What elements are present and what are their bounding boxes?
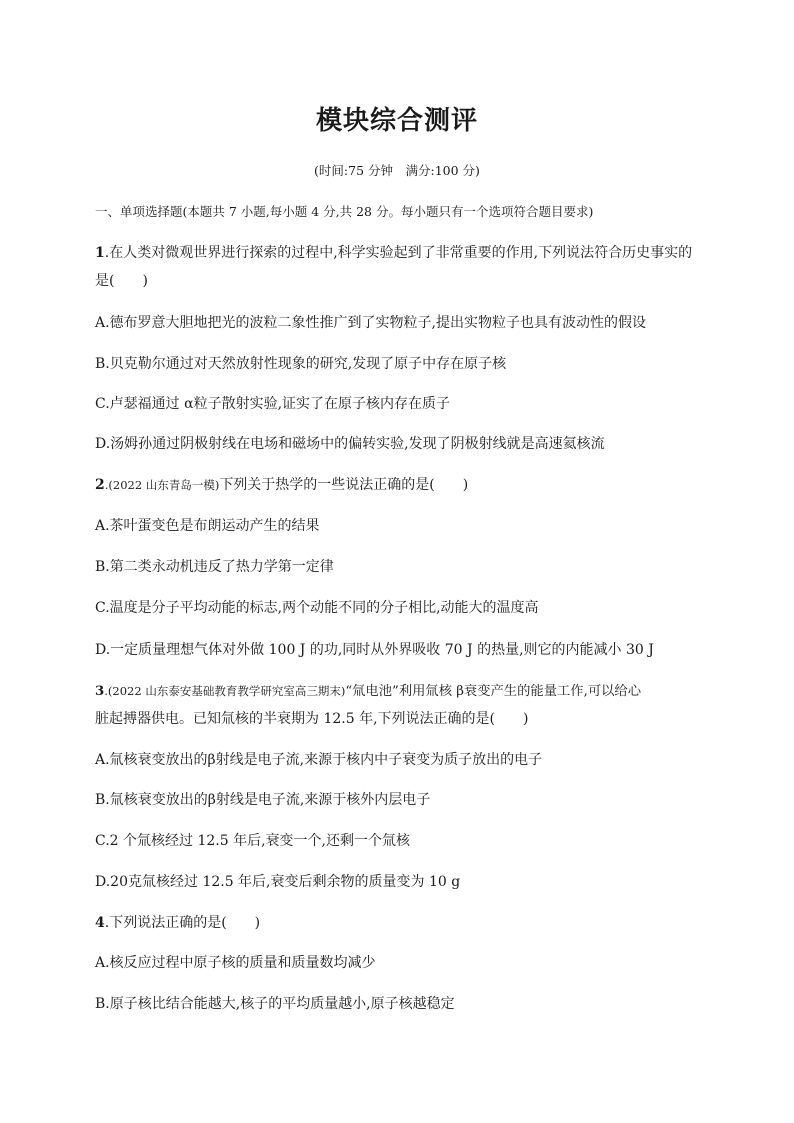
question-1-option-a: A.德布罗意大胆地把光的波粒二象性推广到了实物粒子,提出实物粒子也具有波动性的假设 xyxy=(95,315,647,331)
question-4-stem xyxy=(95,913,260,933)
page-title: 模块综合测评 xyxy=(315,106,478,136)
question-3-option-c: C.2 个氚核经过 12.5 年后,衰变一个,还剩一个氚核 xyxy=(95,833,410,849)
question-2-stem xyxy=(95,475,468,495)
question-4-number: 4 xyxy=(95,915,105,931)
question-2-option-b: B.第二类永动机违反了热力学第一定律 xyxy=(95,559,334,575)
question-3-option-d: D.20克氚核经过 12.5 年后,衰变后剩余物的质量变为 10 g xyxy=(95,874,461,890)
question-1-option-c: C.卢瑟福通过 α粒子散射实验,证实了在原子核内存在质子 xyxy=(95,396,451,412)
question-4-option-a: A.核反应过程中原子核的质量和质量数均减少 xyxy=(95,955,376,971)
question-1-stem-text: .在人类对微观世界进行探索的过程中,科学实验起到了非常重要的作用,下列说法符合历史事实的 xyxy=(104,245,693,261)
question-3-number: 3 xyxy=(95,684,105,699)
section-heading: 一、单项选择题(本题共 7 小题,每小题 4 分,共 28 分。每小题只有一个选项符合题目要求) xyxy=(95,204,594,219)
question-3-option-b: B.氚核衰变放出的β射线是电子流,来源于核外内层电子 xyxy=(95,792,431,808)
question-2-option-c: C.温度是分子平均动能的标志,两个动能不同的分子相比,动能大的温度高 xyxy=(95,600,539,616)
question-2-number: 2 xyxy=(95,477,105,493)
question-1-option-d: D.汤姆孙通过阴极射线在电场和磁场中的偏转实验,发现了阴极射线就是高速氦核流 xyxy=(95,436,605,452)
question-2-source: .(2022 山东青岛一模) xyxy=(104,478,220,492)
exam-info: (时间:75 分钟 满分:100 分) xyxy=(314,163,480,178)
question-2-option-d: D.一定质量理想气体对外做 100 J 的功,同时从外界吸收 70 J 的热量,则它的内能减小 30 J xyxy=(95,642,654,658)
question-3-stem-line-2: 脏起搏器供电。已知氚核的半衰期为 12.5 年,下列说法正确的是( ) xyxy=(95,711,529,727)
question-3-option-a: A.氚核衰变放出的β射线是电子流,来源于核内中子衰变为质子放出的电子 xyxy=(95,752,543,768)
question-3-source: .(2022 山东泰安基础教育教学研究室高三期末) xyxy=(104,684,346,698)
question-1-number: 1 xyxy=(95,245,105,261)
question-1-option-b: B.贝克勒尔通过对天然放射性现象的研究,发现了原子中存在原子核 xyxy=(95,356,507,372)
question-1-stem-line-2: 是( ) xyxy=(95,273,148,289)
question-4-option-b: B.原子核比结合能越大,核子的平均质量越小,原子核越稳定 xyxy=(95,996,455,1012)
question-3-stem-text: “氚电池”利用氚核 β衰变产生的能量工作,可以给心 xyxy=(345,684,642,699)
question-2-option-a: A.茶叶蛋变色是布朗运动产生的结果 xyxy=(95,518,320,534)
question-1-stem-line-1 xyxy=(95,243,692,263)
question-3-stem-line-1 xyxy=(95,681,641,702)
question-2-stem-text: 下列关于热学的一些说法正确的是( ) xyxy=(219,477,469,493)
question-4-stem-text: .下列说法正确的是( ) xyxy=(104,915,261,931)
